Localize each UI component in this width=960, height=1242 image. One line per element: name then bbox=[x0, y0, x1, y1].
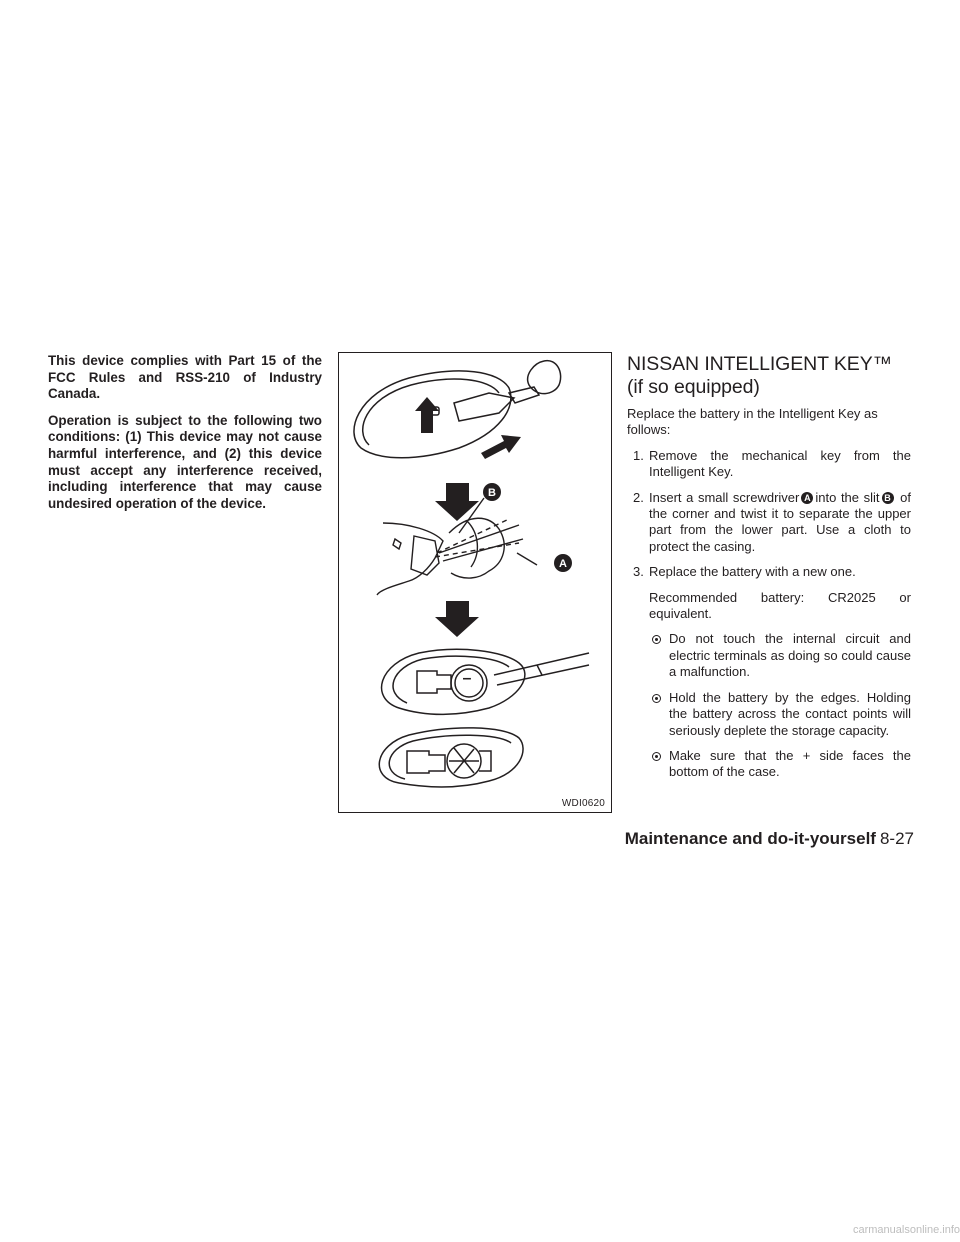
step-text: Remove the mechanical key from the Intelligent Key. bbox=[649, 447, 911, 480]
list-item bbox=[627, 490, 911, 556]
list-item bbox=[649, 748, 911, 781]
callout-b-label: B bbox=[488, 487, 496, 499]
step-number: 2. bbox=[633, 489, 644, 505]
key-fob-illustration bbox=[354, 361, 561, 458]
step-text-middle: into the slit bbox=[815, 489, 880, 505]
step-number: 1. bbox=[633, 447, 644, 463]
step-text-before: Insert a small screwdriver bbox=[649, 489, 800, 505]
caution-list bbox=[649, 631, 911, 780]
footer-section-title: Maintenance and do-it-yourself bbox=[624, 829, 876, 848]
fcc-compliance-paragraph: This device complies with Part 15 of the FCC Rules and RSS-210 of Industry Canada. bbox=[48, 353, 322, 402]
step-3-details bbox=[649, 590, 911, 781]
battery-replacement-figure bbox=[338, 352, 612, 813]
battery-case-illustration bbox=[382, 649, 589, 714]
watermark-link[interactable]: carmanualsonline.info bbox=[852, 1224, 960, 1236]
page-number: 8-27 bbox=[879, 829, 914, 848]
page-footer bbox=[624, 828, 914, 850]
steps-list bbox=[627, 448, 911, 781]
list-item bbox=[649, 690, 911, 739]
marker-b-badge: B bbox=[882, 492, 894, 504]
battery-minus-sign: – bbox=[462, 670, 472, 687]
marker-a-badge: A bbox=[801, 492, 813, 504]
callout-a-label: A bbox=[559, 558, 567, 570]
left-column bbox=[48, 353, 322, 522]
bullet-text: Hold the battery by the edges. Holding the battery across the contact points will seriously deplete the storage capacity. bbox=[669, 689, 911, 738]
bottom-case-illustration bbox=[379, 728, 523, 787]
section-heading: NISSAN INTELLIGENT KEY™ (if so equipped) bbox=[627, 353, 892, 398]
step-number: 3. bbox=[633, 564, 644, 580]
intro-paragraph: Replace the battery in the Intelligent Key as follows: bbox=[627, 406, 878, 438]
down-arrow-icon bbox=[435, 601, 479, 637]
bullet-text: Do not touch the internal circuit and electric terminals as doing so could cause a malfunction. bbox=[669, 631, 911, 680]
right-arrow-icon bbox=[481, 435, 521, 459]
recommended-battery: Recommended battery: CR2025 or equivalent. bbox=[649, 589, 911, 622]
figure-illustration bbox=[339, 353, 611, 812]
right-column bbox=[627, 353, 911, 790]
bullet-icon bbox=[652, 694, 661, 703]
step-text: Replace the battery with a new one. bbox=[649, 564, 856, 580]
list-item bbox=[627, 564, 911, 780]
figure-code: WDI0620 bbox=[561, 798, 605, 809]
step-text-after: of the corner and twist it to separate the upper part from the lower part. Use a cloth to protect the casing. bbox=[649, 489, 911, 554]
list-item bbox=[627, 448, 911, 481]
operation-conditions-paragraph: Operation is subject to the following two conditions: (1) This device may not cause harmful interference, and (2) this device must accept any interference received, including interference that may cause undesired operation of the device. bbox=[48, 412, 322, 511]
bullet-text: Make sure that the + side faces the bottom of the case. bbox=[669, 747, 911, 780]
list-item bbox=[649, 631, 911, 680]
bullet-icon bbox=[652, 635, 661, 644]
bullet-icon bbox=[652, 752, 661, 761]
